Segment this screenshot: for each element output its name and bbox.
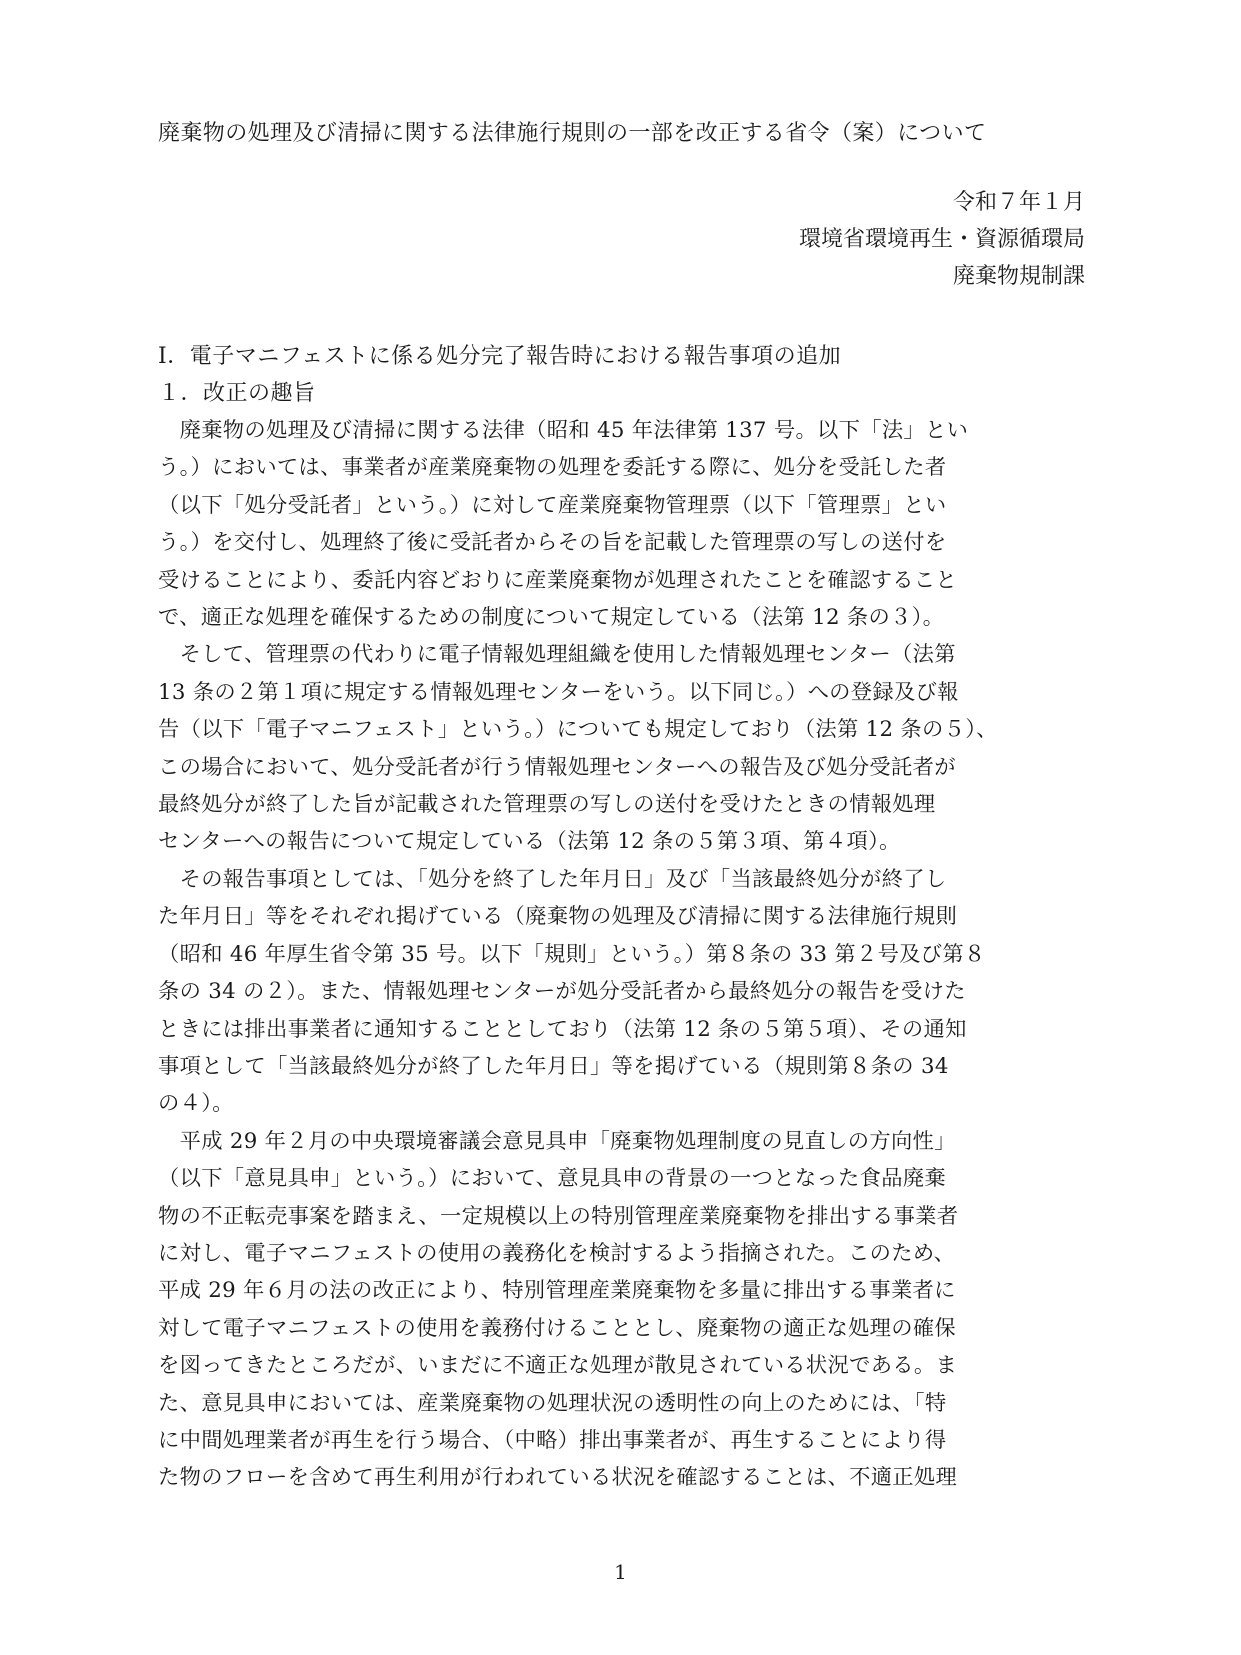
text-line: 13 条の２第１項に規定する情報処理センターをいう。以下同じ。）への登録及び報 <box>158 679 959 705</box>
text-line: た物のフローを含めて再生利用が行われている状況を確認することは、不適正処理 <box>158 1465 958 1491</box>
subsection-title: １．改正の趣旨 <box>158 381 316 406</box>
text-line: そして、管理票の代わりに電子情報処理組織を使用した情報処理センター（法第 <box>158 642 956 668</box>
text-line: の４）。 <box>158 1091 234 1117</box>
text-line: 平成 29 年６月の法の改正により、特別管理産業廃棄物を多量に排出する事業者に <box>158 1278 956 1304</box>
text-line: う。）においては、事業者が産業廃棄物の処理を委託する際に、処分を受託した者 <box>158 455 947 481</box>
text-line: 対して電子マニフェストの使用を義務付けることとし、廃棄物の適正な処理の確保 <box>158 1315 957 1341</box>
text-line: た年月日」等をそれぞれ掲げている（廃棄物の処理及び清掃に関する法律施行規則 <box>158 904 958 930</box>
text-line: 事項として「当該最終処分が終了した年月日」等を掲げている（規則第８条の 34 <box>158 1053 949 1079</box>
issuing-division: 廃棄物規制課 <box>952 264 1085 289</box>
text-line: 廃棄物の処理及び清掃に関する法律（昭和 45 年法律第 137 号。以下「法」とい <box>158 418 969 443</box>
document-title: 廃棄物の処理及び清掃に関する法律施行規則の一部を改正する省令（案）について <box>158 121 987 146</box>
text-line: 告（以下「電子マニフェスト」という。）についても規定しており（法第 12 条の５）、 <box>158 717 998 743</box>
text-line: ときには排出事業者に通知することとしており（法第 12 条の５第５項）、その通知 <box>158 1016 967 1042</box>
text-line: （以下「処分受託者」という。）に対して産業廃棄物管理票（以下「管理票」とい <box>158 492 947 518</box>
text-line: を図ってきたところだが、いまだに不適正な処理が散見されている状況である。ま <box>158 1353 958 1379</box>
text-line: う。）を交付し、処理終了後に受託者からその旨を記載した管理票の写しの送付を <box>158 530 947 556</box>
issuing-department: 環境省環境再生・資源循環局 <box>798 227 1085 252</box>
document-date: 令和７年１月 <box>952 190 1085 215</box>
text-line: （昭和 46 年厚生省令第 35 号。以下「規則」という。）第８条の 33 第２号及び第８ <box>158 941 986 967</box>
text-line: この場合において、処分受託者が行う情報処理センターへの報告及び処分受託者が <box>158 754 956 780</box>
text-line: に対し、電子マニフェストの使用の義務化を検討するよう指摘された。このため、 <box>158 1240 956 1266</box>
text-line: に中間処理業者が再生を行う場合、（中略）排出事業者が、再生することにより得 <box>158 1427 947 1453</box>
text-line: 最終処分が終了した旨が記載された管理票の写しの送付を受けたときの情報処理 <box>158 792 936 818</box>
section-title: Ⅰ．電子マニフェストに係る処分完了報告時における報告事項の追加 <box>158 344 842 369</box>
section-1 <box>158 338 1083 1497</box>
body-text <box>158 412 1083 1497</box>
text-line: （以下「意見具申」という。）において、意見具申の背景の一つとなった食品廃棄 <box>158 1166 947 1192</box>
text-line: た、意見具申においては、産業廃棄物の処理状況の透明性の向上のためには、「特 <box>158 1390 947 1416</box>
text-line: 条の 34 の２）。また、情報処理センターが処分受託者から最終処分の報告を受けた <box>158 979 966 1005</box>
text-line: 平成 29 年２月の中央環境審議会意見具申「廃棄物処理制度の見直しの方向性」 <box>158 1128 956 1154</box>
page-number: 1 <box>614 1560 627 1584</box>
text-line: 物の不正転売事案を踏まえ、一定規模以上の特別管理産業廃棄物を排出する事業者 <box>158 1203 959 1229</box>
document-header-info <box>799 184 1085 295</box>
text-line: その報告事項としては、「処分を終了した年月日」及び「当該最終処分が終了し <box>158 866 947 892</box>
text-line: センターへの報告について規定している（法第 12 条の５第３項、第４項）。 <box>158 829 901 855</box>
text-line: 受けることにより、委託内容どおりに産業廃棄物が処理されたことを確認すること <box>158 567 958 593</box>
text-line: で、適正な処理を確保するための制度について規定している（法第 12 条の３）。 <box>158 605 945 631</box>
